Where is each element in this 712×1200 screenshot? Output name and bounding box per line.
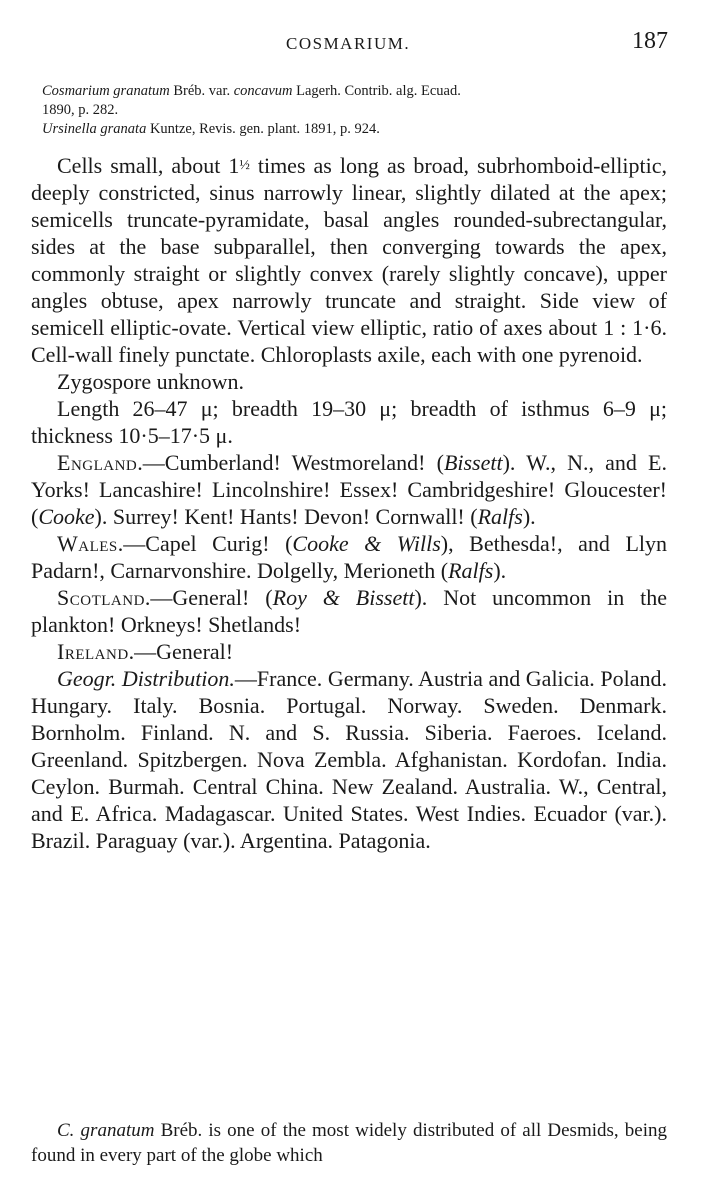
text-run: .—General! bbox=[128, 639, 234, 664]
text-run: .—Capel Curig! ( bbox=[117, 531, 293, 556]
text-run: .—General! ( bbox=[144, 585, 273, 610]
text-run: ). W., N., and E. Yorks! Lancashire! Lincolnshire! Essex! Cambridgeshire! Gloucester! ( bbox=[31, 450, 667, 529]
geogr-distribution-label: Geogr. Distribution. bbox=[57, 666, 235, 691]
synonym-name: Cosmarium granatum bbox=[42, 83, 170, 99]
synonym-author: Bréb. var. bbox=[169, 83, 234, 99]
text-run: —France. Germany. Austria and Galicia. Poland. Hungary. Italy. Bosnia. Portugal. Norway. Sweden. Denmark. Bornholm. Finland. N. and S. Russia. Siberia. Faeroes. Iceland. Greenland. Spitzbergen. Nova Zembla. Afghanistan. Kordofan. India. Ceylon. Burmah. Central China. New Zealand. Australia. W., Central, and E. Africa. Madagascar. United States. West Indies. Ecuador (var.). Brazil. Paraguay (var.). Argentina. Patagonia. bbox=[31, 666, 667, 853]
collector-name: Roy & Bissett bbox=[272, 585, 415, 610]
text-run: ). bbox=[522, 504, 536, 529]
synonym-citation: Kuntze, Revis. gen. plant. 1891, p. 924. bbox=[146, 121, 380, 137]
region-label-england: England bbox=[57, 450, 138, 475]
species-name: C. granatum bbox=[57, 1120, 155, 1141]
synonym-variety: concavum bbox=[233, 83, 293, 99]
synonym-entry bbox=[42, 120, 672, 139]
region-label-scotland: Scotland bbox=[57, 585, 145, 610]
collector-name: Ralfs bbox=[448, 558, 494, 583]
running-head bbox=[0, 28, 712, 58]
remarks-paragraph bbox=[31, 1118, 667, 1168]
wales-paragraph bbox=[31, 530, 667, 584]
synonym-citation: Lagerh. Contrib. alg. Ecuad. bbox=[292, 83, 461, 99]
ireland-paragraph bbox=[31, 638, 667, 665]
synonym-entry bbox=[42, 82, 672, 120]
collector-name: Bissett bbox=[443, 450, 503, 475]
page-number: 187 bbox=[632, 28, 668, 54]
text-run: ). bbox=[493, 558, 507, 583]
text-run: .—Cumberland! Westmoreland! ( bbox=[137, 450, 444, 475]
text-run: ). Not uncommon in the plankton! Orkneys! Shetlands! bbox=[31, 585, 667, 637]
text-run: Cells small, about 1 bbox=[57, 153, 240, 178]
region-label-ireland: Ireland bbox=[57, 639, 129, 664]
region-label-wales: Wales bbox=[57, 531, 118, 556]
text-run: ). Surrey! Kent! Hants! Devon! Cornwall! ( bbox=[94, 504, 478, 529]
synonym-name: Ursinella granata bbox=[42, 121, 147, 137]
text-run: Bréb. is one of the most widely distributed of all Desmids, being found in every part of the globe which bbox=[31, 1120, 667, 1166]
fraction: ½ bbox=[239, 158, 250, 173]
geographic-distribution-paragraph bbox=[31, 665, 667, 854]
zygospore-paragraph: Zygospore unknown. bbox=[57, 369, 244, 394]
synonymy-block bbox=[42, 82, 672, 139]
collector-name: Cooke & Wills bbox=[292, 531, 441, 556]
species-description bbox=[31, 152, 667, 854]
morphology-paragraph bbox=[31, 152, 667, 368]
england-paragraph bbox=[31, 449, 667, 530]
dimensions-paragraph: Length 26–47 μ; breadth 19–30 μ; breadth of isthmus 6–9 μ; thickness 10·5–17·5 μ. bbox=[31, 396, 667, 448]
scotland-paragraph bbox=[31, 584, 667, 638]
running-title: COSMARIUM. bbox=[286, 34, 411, 53]
synonym-citation-cont: 1890, p. 282. bbox=[42, 102, 119, 118]
collector-name: Ralfs bbox=[477, 504, 523, 529]
text-run: ), Bethesda!, and Llyn Padarn!, Carnarvonshire. Dolgelly, Merioneth ( bbox=[31, 531, 667, 583]
collector-name: Cooke bbox=[38, 504, 95, 529]
text-run: times as long as broad, subrhomboid-elliptic, deeply constricted, sinus narrowly linear, slightly dilated at the apex; semicells truncate-pyramidate, basal angles rounded-subrectangular, sides at the base subparallel, then converging towards the apex, commonly straight or slightly convex (rarely slightly concave), upper angles obtuse, apex narrowly truncate and straight. Side view of semicell elliptic-ovate. Vertical view elliptic, ratio of axes about 1 : 1·6. Cell-wall finely punctate. Chloroplasts axile, each with one pyrenoid. bbox=[31, 153, 667, 367]
